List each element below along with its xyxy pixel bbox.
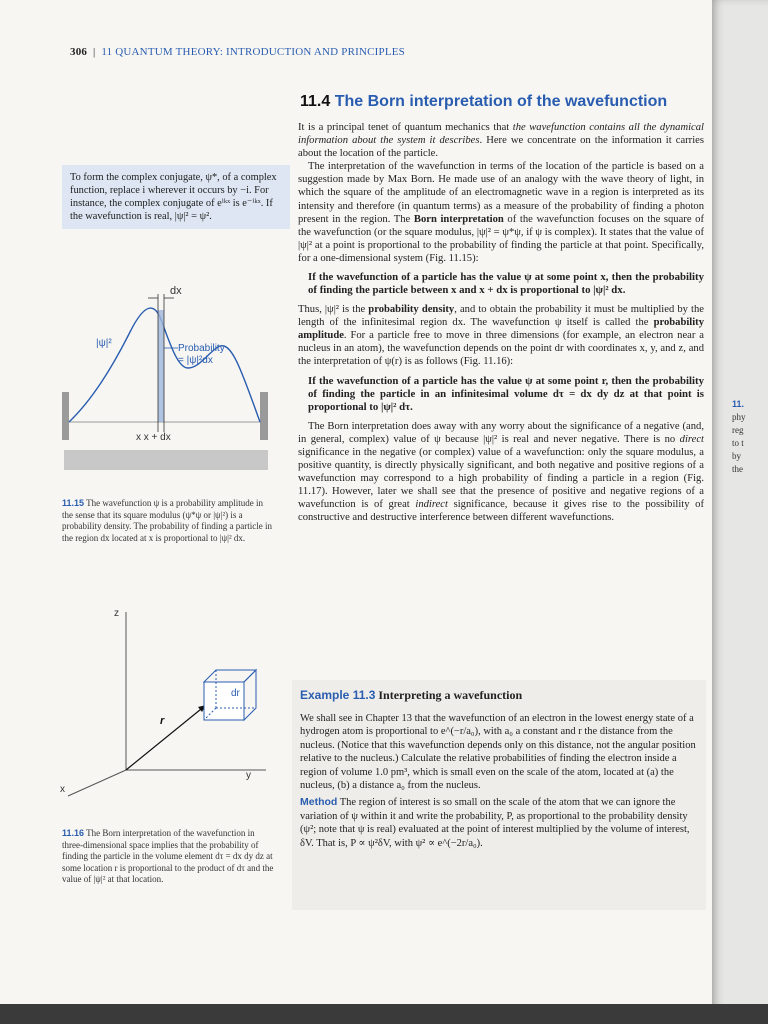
x-axis [68, 770, 126, 796]
x-axis-label: x x + dx [136, 432, 171, 443]
figure-11-16-caption: 11.16 The Born interpretation of the wavefunction in three-dimensional space implies that the probability of finding the particle in the volume element dτ = dx dy dz at some location r is proportional to the product of dτ and the value of |ψ|² at that location. [62, 828, 274, 884]
example-box [292, 680, 706, 910]
right-wall [260, 392, 268, 440]
example-body [300, 712, 696, 854]
r-label: r [160, 715, 165, 727]
edge-fragment: phy [732, 412, 746, 422]
intro-paragraph: It is a principal tenet of quantum mechanics that the wavefunction contains all the dynamical information about the system it describes. Here we concentrate on the information it carries about the location of the particle. [298, 122, 705, 160]
running-head: 306 | 11 QUANTUM THEORY: INTRODUCTION AND PRINCIPLES [70, 46, 405, 58]
page-number: 306 [70, 46, 88, 58]
example-question: We shall see in Chapter 13 that the wavefunction of an electron in the lowest energy state of a hydrogen atom is proportional to e^(−r/a₀), with a₀ a constant and r the distance from the nucleus. (Notice that this wavefunction depends only on this distance, not the angular position relative to the nucleus.) Calculate the relative probabilities of finding the electron inside a region of volume 1.0 pm³, which is small even on the scale of the atom, located at (a) the nucleus, (b) a distance a₀ from the nucleus. [300, 713, 696, 792]
y-axis-label: y [246, 770, 251, 781]
dx-label: dx [170, 285, 182, 297]
left-wall [62, 392, 69, 440]
figure-11-15-caption: 11.15 The wavefunction ψ is a probability amplitude in the sense that its square modulus (ψ*ψ or |ψ|²) is a probability density. The probability of finding a particle in the region dx located at x is proportional to |ψ|² dx. [62, 498, 272, 543]
z-axis-label: z [114, 608, 119, 619]
edge-fragment: 11. [732, 399, 745, 409]
born-statement-1d: If the wavefunction of a particle has the value ψ at some point x, then the probability of finding the particle between x and x + dx is proportional to |ψ|² dx. [308, 271, 704, 297]
born-statement-3d: If the wavefunction of a particle has the value ψ at some point r, then the probability of finding the particle in an infinitesimal volume dτ = dx dy dz at that point is proportional to |ψ|² dτ. [308, 374, 704, 413]
position-vector [126, 705, 206, 770]
floor-band [64, 450, 268, 470]
figure-11-16 [56, 600, 276, 800]
x-axis-label: x [60, 784, 65, 795]
section-heading [300, 93, 712, 111]
figure-11-15 [60, 282, 280, 482]
main-text-column [298, 121, 704, 524]
dr-label: dr [231, 688, 240, 699]
psi-squared-curve [69, 308, 260, 422]
edge-fragment: the [732, 464, 743, 474]
example-method: Method The region of interest is so small on the scale of the atom that we can ignore the variation of ψ within it and write the probability, P, as proportional to the probability density (ψ²; note that ψ is real) evaluated at the point of interest multiplied by the volume of interest, δV. That is, P ∝ ψ²δV, with ψ² ∝ e^(−2r/a₀). [300, 796, 690, 849]
volume-element-cube [204, 670, 256, 720]
scan-bottom-edge [0, 1004, 768, 1024]
edge-fragment: to t [732, 438, 744, 448]
interference-paragraph: The Born interpretation does away with any worry about the significance of a negative (and, in general, complex) value of ψ because |ψ|² is real and never negative. There is no direct significance in the negative (or complex) value of a wavefunction: only the square modulus, a positive quantity, is directly physically significant, and both negative and positive regions of a wavefunction may correspond to a high probability of finding a particle in a region (Fig. 11.17). However, later we shall see that the presence of positive and negative regions of a wavefunction is of great indirect significance, because it gives rise to the possibility of constructive and destructive interference between different wavefunctions. [298, 420, 705, 524]
section-title: The Born interpretation of the wavefunction [334, 93, 668, 110]
probability-label-2: = |ψ|²dx [178, 355, 213, 366]
edge-fragment: by [732, 451, 741, 461]
born-paragraph: The interpretation of the wavefunction in terms of the location of the particle is based on a suggestion made by Max Born. He made use of an analogy with the wave theory of light, in which the square of the amplitude of an electromagnetic wave in a region is interpreted as its intensity and therefore (in quantum terms) as a measure of the probability of finding a photon present in the region. The Born interpretation of the wavefunction focuses on the square of the wavefunction (or the square modulus, |ψ|² = ψ*ψ, if ψ is complex). It states that the value of |ψ|² at a point is proportional to the probability of finding the particle at that point. Specifically, for a one-dimensional system (Fig. 11.15): [298, 161, 704, 264]
margin-note-complex-conjugate: To form the complex conjugate, ψ*, of a complex function, replace i wherever it occurs by −i. For instance, the complex conjugate of eⁱᵏˣ is e⁻ⁱᵏˣ. If the wavefunction is real, |ψ|² = ψ². [62, 165, 290, 229]
next-page-edge [712, 0, 768, 1024]
section-number: 11.4 [300, 93, 331, 110]
psi-squared-label: |ψ|² [96, 338, 112, 349]
example-title: Example 11.3 Interpreting a wavefunction [300, 688, 523, 702]
probability-strip [158, 310, 164, 422]
edge-fragment: reg [732, 425, 744, 435]
probability-density-paragraph: Thus, |ψ|² is the probability density, and to obtain the probability it must be multiplied by the length of the infinitesimal region dx. The wavefunction ψ itself is called the probability amplitude. For a particle free to move in three dimensions (for example, an electron near a nucleus in an atom), the wavefunction depends on the point dr with coordinates x, y, and z, and the interpretation of ψ(r) is as follows (Fig. 11.16): [298, 304, 704, 368]
probability-label-1: Probability [178, 343, 225, 354]
chapter-title: 11 QUANTUM THEORY: INTRODUCTION AND PRINCIPLES [101, 46, 405, 58]
